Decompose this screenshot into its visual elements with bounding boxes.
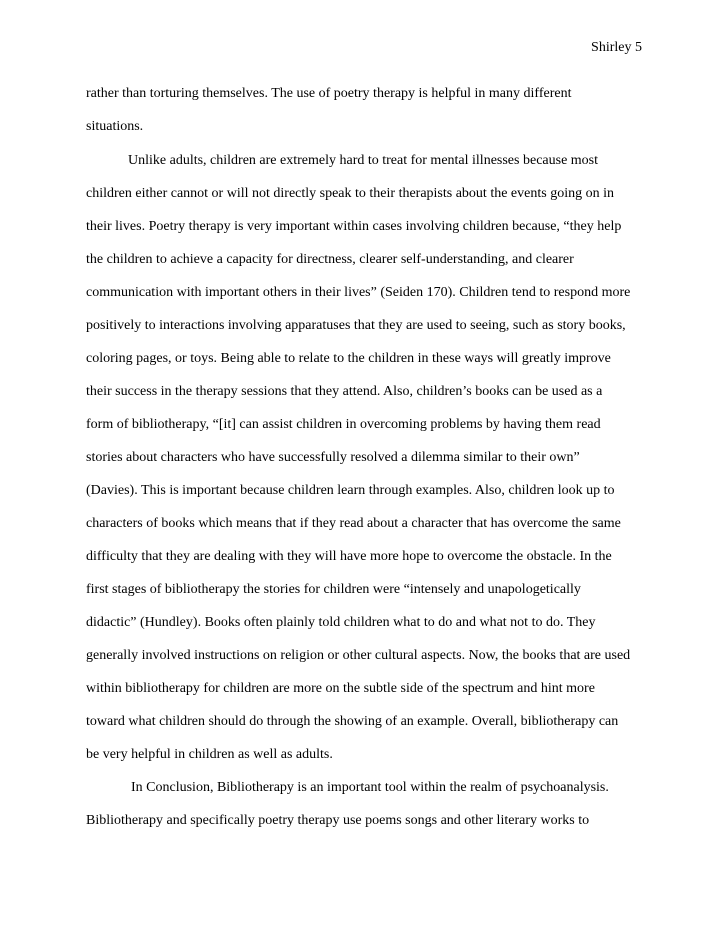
text-line: form of bibliotherapy, “[it] can assist children in overcoming problems by having them read bbox=[86, 417, 601, 432]
text-line: generally involved instructions on religion or other cultural aspects. Now, the books that are used bbox=[86, 648, 631, 663]
text-line: children either cannot or will not directly speak to their therapists about the events going on in bbox=[86, 186, 614, 201]
text-line: Bibliotherapy and specifically poetry therapy use poems songs and other literary works to bbox=[86, 813, 590, 828]
text-line: rather than torturing themselves. The use of poetry therapy is helpful in many different bbox=[86, 86, 572, 101]
text-line: toward what children should do through the showing of an example. Overall, bibliotherapy can bbox=[86, 714, 619, 729]
text-line: stories about characters who have successfully resolved a dilemma similar to their own” bbox=[86, 450, 580, 465]
running-head: Shirley 5 bbox=[591, 40, 642, 55]
text-line: difficulty that they are dealing with they will have more hope to overcome the obstacle. In the bbox=[86, 549, 612, 564]
paragraph-start-line: Unlike adults, children are extremely hard to treat for mental illnesses because most bbox=[128, 153, 599, 168]
text-line: communication with important others in their lives” (Seiden 170). Children tend to respond more bbox=[86, 285, 631, 300]
text-line: positively to interactions involving apparatuses that they are used to seeing, such as story books, bbox=[86, 318, 626, 333]
text-line: didactic” (Hundley). Books often plainly told children what to do and what not to do. They bbox=[86, 615, 596, 630]
text-line: their lives. Poetry therapy is very important within cases involving children because, “they help bbox=[86, 219, 622, 234]
text-line: the children to achieve a capacity for directness, clearer self-understanding, and clearer bbox=[86, 252, 574, 267]
text-line: within bibliotherapy for children are more on the subtle side of the spectrum and hint more bbox=[86, 681, 595, 696]
text-line: (Davies). This is important because children learn through examples. Also, children look up to bbox=[86, 483, 615, 498]
text-line: be very helpful in children as well as adults. bbox=[86, 747, 333, 762]
text-line: their success in the therapy sessions that they attend. Also, children’s books can be used as a bbox=[86, 384, 603, 399]
text-line: coloring pages, or toys. Being able to relate to the children in these ways will greatly improve bbox=[86, 351, 611, 366]
paragraph-start-line: In Conclusion, Bibliotherapy is an important tool within the realm of psychoanalysis. bbox=[131, 780, 609, 795]
text-line: characters of books which means that if they read about a character that has overcome the same bbox=[86, 516, 621, 531]
text-line: situations. bbox=[86, 119, 144, 134]
text-line: first stages of bibliotherapy the stories for children were “intensely and unapologetically bbox=[86, 582, 581, 597]
